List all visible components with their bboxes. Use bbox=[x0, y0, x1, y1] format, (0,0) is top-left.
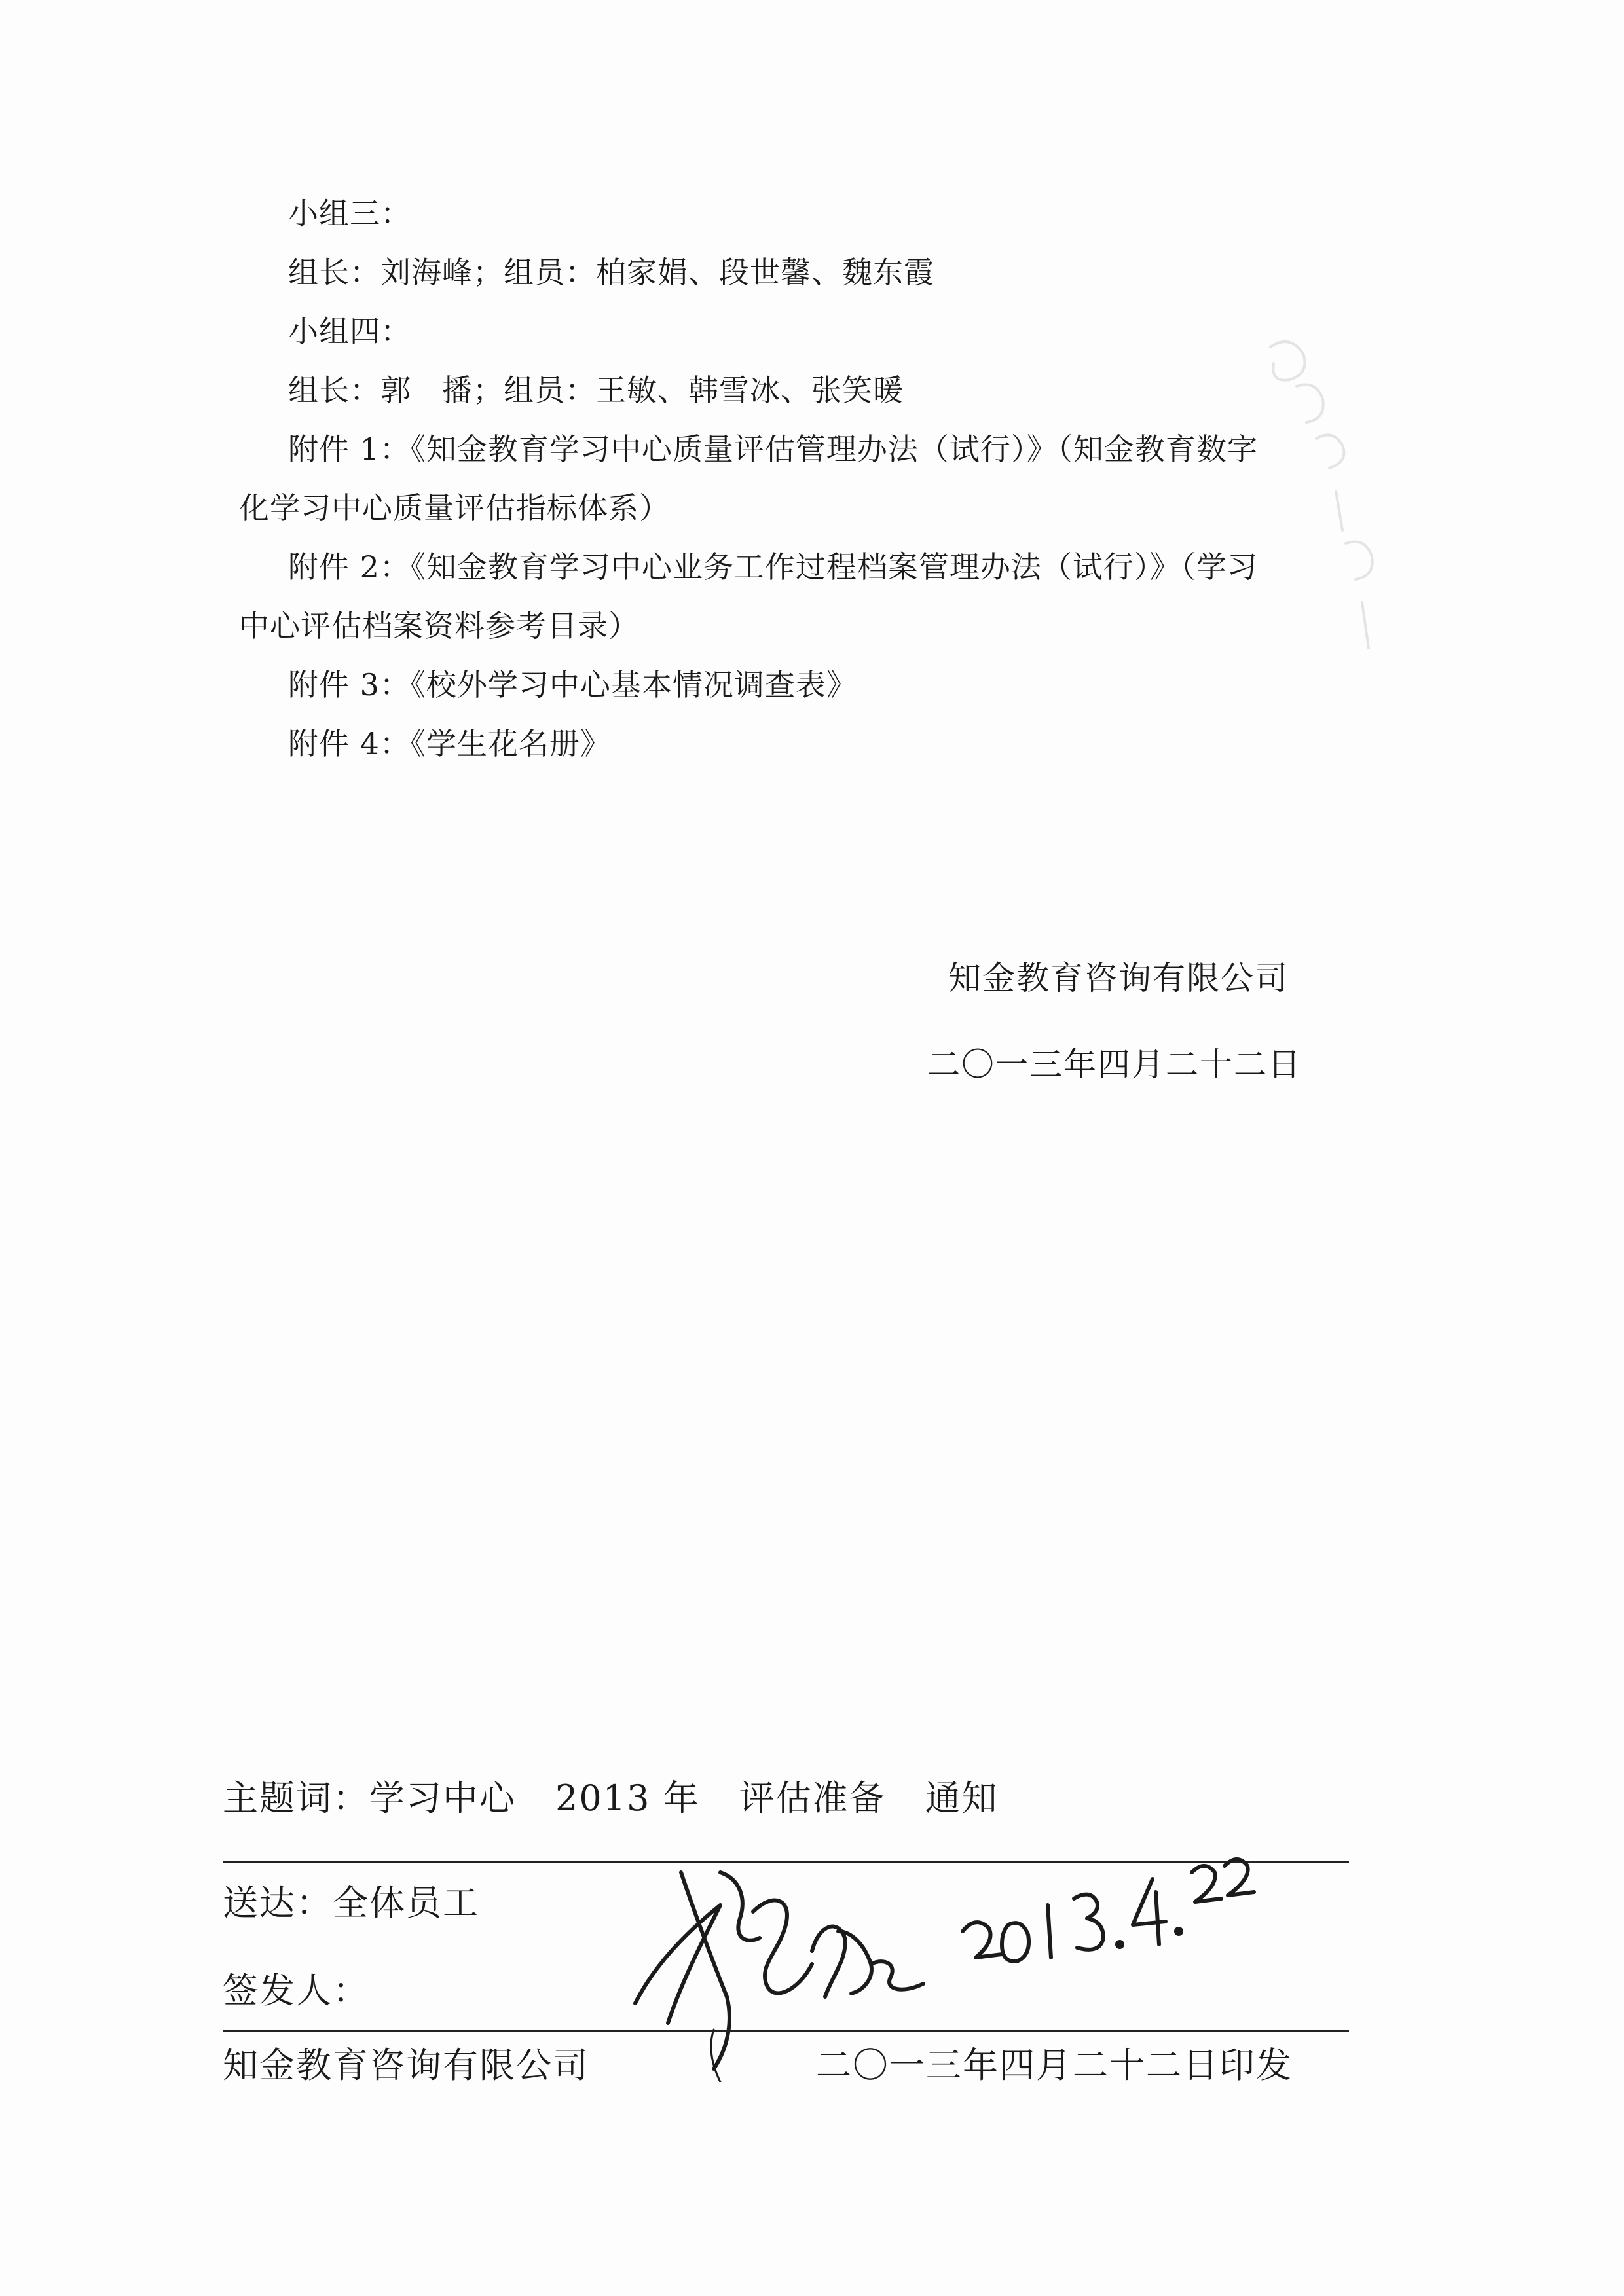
issuer-company: 知金教育咨询有限公司 bbox=[223, 2045, 589, 2086]
issue-date: 二〇一三年四月二十二日印发 bbox=[816, 2045, 1293, 2086]
subject-word-3: 评估准备 bbox=[739, 1777, 886, 1819]
attachment-2-line-2: 中心评估档案资料参考目录） bbox=[239, 608, 639, 644]
attachment-2-line-1: 附件 2：《知金教育学习中心业务工作过程档案管理办法（试行）》（学习 bbox=[288, 549, 1258, 585]
faint-pencil-marks bbox=[1244, 327, 1441, 668]
subject-word-1: 学习中心 bbox=[369, 1777, 516, 1819]
attachment-3: 附件 3：《校外学习中心基本情况调查表》 bbox=[288, 667, 857, 702]
subject-label: 主题词： bbox=[223, 1777, 369, 1819]
subject-word-4: 通知 bbox=[925, 1777, 999, 1819]
group-3-members: 组长：刘海峰；组员：柏家娟、段世馨、魏东霞 bbox=[288, 255, 934, 290]
attachment-1-line-1: 附件 1：《知金教育学习中心质量评估管理办法（试行）》（知金教育数字 bbox=[288, 431, 1258, 467]
attachment-4: 附件 4：《学生花名册》 bbox=[288, 726, 611, 761]
subject-line bbox=[223, 1776, 1038, 1821]
attachment-1-line-2: 化学习中心质量评估指标体系） bbox=[239, 490, 670, 526]
group-4-title: 小组四： bbox=[288, 314, 411, 349]
recipients-line: 送达：全体员工 bbox=[223, 1882, 479, 1923]
subject-word-2: 2013 年 bbox=[555, 1777, 700, 1819]
sign-off-date: 二〇一三年四月二十二日 bbox=[927, 1046, 1302, 1084]
sign-off-company: 知金教育咨询有限公司 bbox=[948, 959, 1289, 997]
group-4-members: 组长：郭 播；组员：王敏、韩雪冰、张笑暖 bbox=[288, 373, 904, 408]
issuer-label: 签发人： bbox=[223, 1970, 369, 2011]
group-3-title: 小组三： bbox=[288, 196, 411, 231]
divider-bottom bbox=[223, 2030, 1349, 2032]
